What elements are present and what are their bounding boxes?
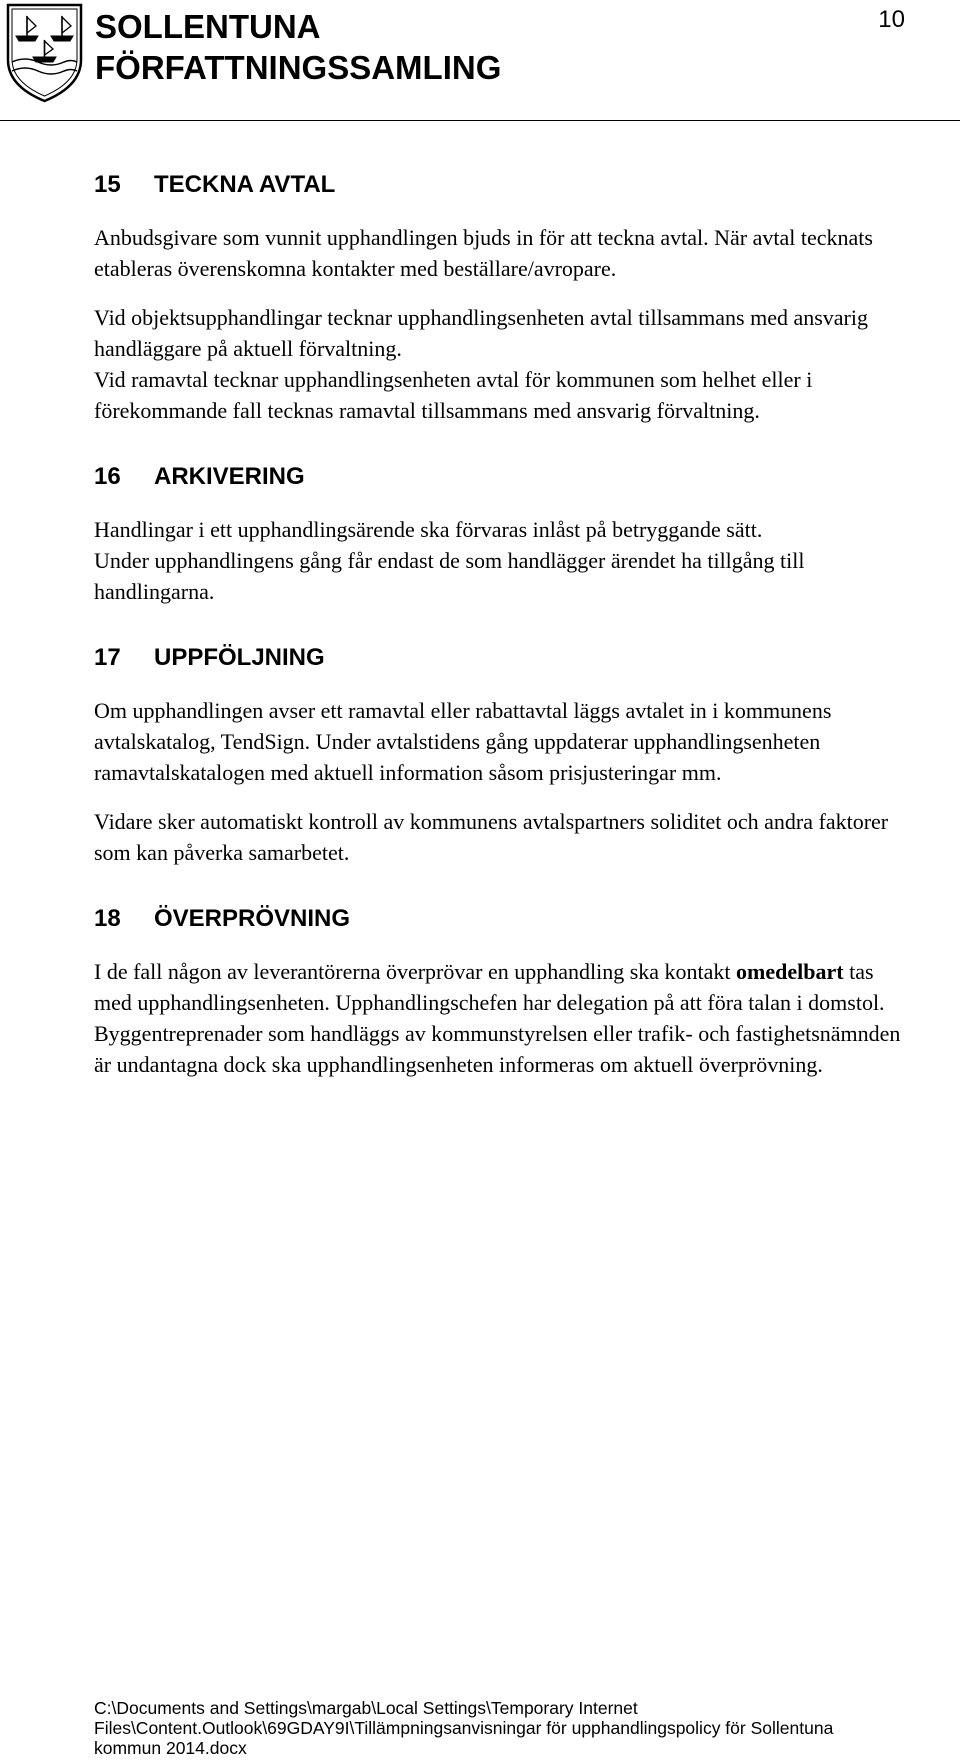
footer-line: kommun 2014.docx <box>94 1738 247 1758</box>
section-title: ARKIVERING <box>154 463 305 490</box>
section-title: TECKNA AVTAL <box>154 171 336 198</box>
paragraph <box>94 956 902 1080</box>
section-heading-18 <box>94 904 902 934</box>
publication-title-line-2: FÖRFATTNINGSSAMLING <box>95 49 502 86</box>
sollentuna-coat-of-arms-logo <box>5 2 84 103</box>
footer-line: Files\Content.Outlook\69GDAY9I\Tillämpningsanvisningar för upphandlingspolicy för Sollentuna <box>94 1718 834 1738</box>
paragraph: Handlingar i ett upphandlingsärende ska förvaras inlåst på betryggande sätt. <box>94 517 763 542</box>
section-number: 18 <box>94 905 121 932</box>
emphasis-text: omedelbart <box>736 959 844 984</box>
section-title: ÖVERPRÖVNING <box>154 905 351 932</box>
document-body <box>94 170 902 1080</box>
section-number: 15 <box>94 171 121 198</box>
footer-line: C:\Documents and Settings\margab\Local Settings\Temporary Internet <box>94 1698 638 1718</box>
header-divider <box>0 120 960 121</box>
file-path-footer <box>94 1698 833 1758</box>
paragraph-text: I de fall någon av leverantörerna överprövar en upphandling ska kontakt <box>94 959 737 984</box>
publication-title <box>95 6 501 88</box>
paragraph-text: tas med upphandlingsenheten. Upphandlingschefen har delegation på att föra talan i domstol. Byggentreprenader som handläggs av kommunstyrelsen eller trafik- och fastighetsnämnden är undantagna dock ska upphandlingsenheten informeras om aktuell överprövning. <box>94 959 901 1077</box>
paragraph: Vid objektsupphandlingar tecknar upphandlingsenheten avtal tillsammans med ansvarig handläggare på aktuell förvaltning. <box>94 305 868 361</box>
section-heading-15 <box>94 170 902 200</box>
publication-title-line-1: SOLLENTUNA <box>95 8 321 45</box>
section-title: UPPFÖLJNING <box>154 644 325 671</box>
paragraph: Vid ramavtal tecknar upphandlingsenheten avtal för kommunen som helhet eller i förekommande fall tecknas ramavtal tillsammans med ansvarig förvaltning. <box>94 367 813 423</box>
paragraph: Om upphandlingen avser ett ramavtal eller rabattavtal läggs avtalet in i kommunens avtalskatalog, TendSign. Under avtalstidens gång uppdaterar upphandlingsenheten ramavtalskatalogen med aktuell information såsom prisjusteringar mm. <box>94 698 832 785</box>
section-heading-16 <box>94 462 902 492</box>
paragraph: Under upphandlingens gång får endast de som handlägger ärendet ha tillgång till handlingarna. <box>94 548 805 604</box>
section-number: 17 <box>94 644 121 671</box>
paragraph: Vidare sker automatiskt kontroll av kommunens avtalspartners soliditet och andra faktorer som kan påverka samarbetet. <box>94 809 889 865</box>
section-heading-17 <box>94 643 902 673</box>
section-number: 16 <box>94 463 121 490</box>
page-number: 10 <box>878 6 905 33</box>
paragraph: Anbudsgivare som vunnit upphandlingen bjuds in för att teckna avtal. När avtal tecknats etableras överenskomna kontakter med beställare/avropare. <box>94 225 873 281</box>
